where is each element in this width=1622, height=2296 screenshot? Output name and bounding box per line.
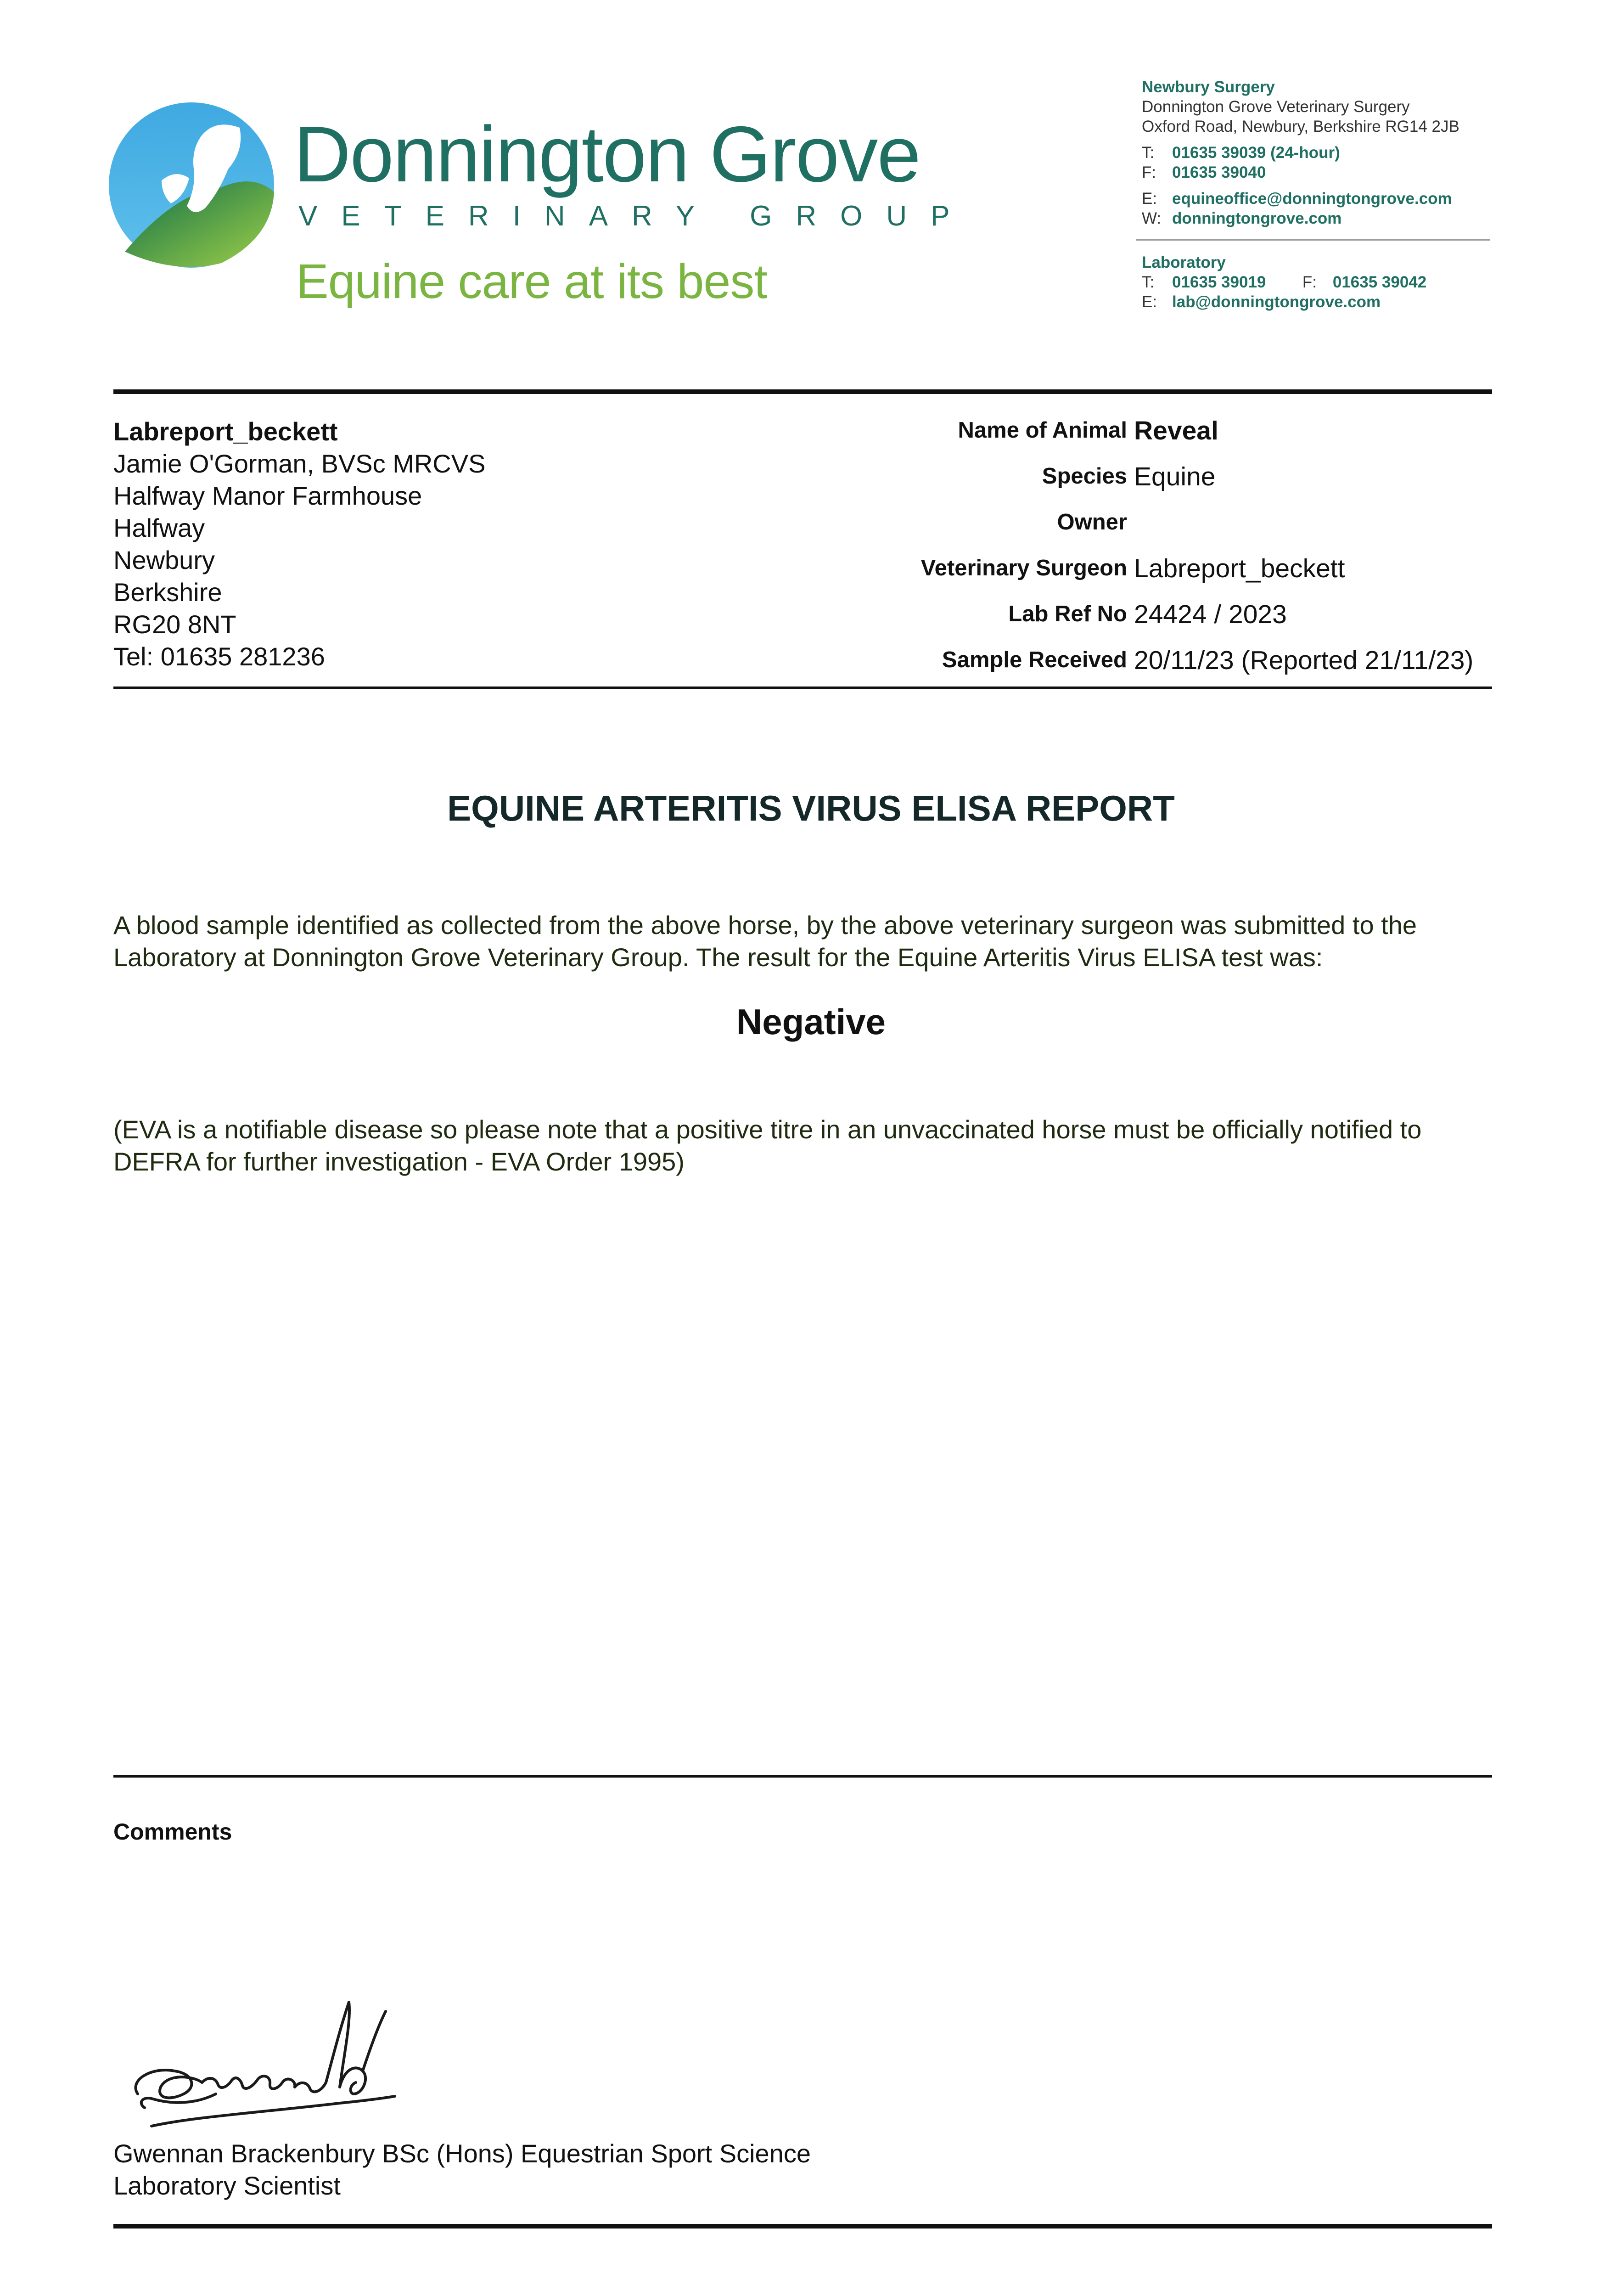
address-line: Halfway Manor Farmhouse [113,481,422,510]
address-line: Tel: 01635 281236 [113,642,325,671]
detail-row-species [780,461,1492,507]
comments-rule [113,1775,1492,1778]
detail-label: Veterinary Surgeon [920,556,1127,580]
detail-label: Owner [1057,510,1127,535]
recipient-address [113,416,485,673]
surgery-tel-label: T: [1142,144,1155,162]
detail-value: Reveal [1134,416,1218,445]
detail-label: Species [1042,464,1127,489]
brand-name: Donnington Grove [294,110,920,198]
footer-rule [113,2224,1492,2228]
details-rule [113,687,1492,689]
detail-value: 20/11/23 (Reported 21/11/23) [1134,646,1474,675]
surgery-email-link[interactable]: equineoffice@donningtongrove.com [1172,190,1452,208]
signature-icon [124,1988,399,2144]
surgery-contact-block [1142,77,1459,228]
surgery-address-line1: Donnington Grove Veterinary Surgery [1142,98,1410,116]
surgery-web-label: W: [1142,209,1162,227]
report-intro: A blood sample identified as collected from the above horse, by the above veterinary surgeon was submitted to the Laboratory at Donnington Grove Veterinary Group. The result for the Equine Arteritis Virus ELISA test was: [113,911,1417,972]
animal-details [780,416,1492,691]
brand-subtitle: VETERINARY GROUP [298,200,974,232]
signatory-title: Laboratory Scientist [113,2171,341,2200]
detail-row-sample-received [780,645,1492,691]
comments-label: Comments [113,1819,232,1845]
surgery-fax-label: F: [1142,163,1156,181]
signatory-name: Gwennan Brackenbury BSc (Hons) Equestrian Sport Science [113,2139,811,2168]
contact-divider [1136,239,1490,241]
lab-fax: 01635 39042 [1332,273,1427,291]
report-title: EQUINE ARTERITIS VIRUS ELISA REPORT [447,788,1175,828]
detail-label: Sample Received [942,647,1127,672]
detail-value: Labreport_beckett [1134,554,1345,583]
report-note: (EVA is a notifiable disease so please note that a positive titre in an unvaccinated horse must be officially notified to DEFRA for further investigation - EVA Order 1995) [113,1115,1422,1176]
address-line: Labreport_beckett [113,417,338,446]
address-line: Halfway [113,513,205,542]
surgery-fax: 01635 39040 [1172,163,1266,181]
lab-tel[interactable]: 01635 39019 [1172,273,1266,291]
lab-fax-label: F: [1302,273,1317,291]
address-line: RG20 8NT [113,610,236,639]
lab-email-label: E: [1142,293,1157,311]
surgery-email-label: E: [1142,190,1157,208]
signatory [113,2138,811,2202]
surgery-heading: Newbury Surgery [1142,78,1275,96]
lab-email-link[interactable]: lab@donningtongrove.com [1172,293,1381,311]
address-line: Newbury [113,546,215,574]
header-rule [113,389,1492,394]
detail-label: Lab Ref No [1008,602,1127,626]
detail-row-owner [780,507,1492,553]
surgery-address-line2: Oxford Road, Newbury, Berkshire RG14 2JB [1142,118,1459,135]
detail-row-lab-ref-no [780,599,1492,645]
address-line: Jamie O'Gorman, BVSc MRCVS [113,449,486,478]
test-result: Negative [736,1002,886,1042]
detail-label: Name of Animal [958,418,1127,443]
brand-tagline: Equine care at its best [296,254,767,309]
detail-row-veterinary-surgeon [780,553,1492,599]
lab-tel-label: T: [1142,273,1155,291]
detail-value: Equine [1134,462,1216,491]
donnington-grove-logo-icon [107,100,276,270]
surgery-tel[interactable]: 01635 39039 (24-hour) [1172,144,1340,162]
detail-value: 24424 / 2023 [1134,600,1287,629]
detail-row-name-of-animal [780,416,1492,461]
address-line: Berkshire [113,578,222,607]
laboratory-contact-block [1142,253,1426,312]
laboratory-heading: Laboratory [1142,253,1226,271]
surgery-website-link[interactable]: donningtongrove.com [1172,209,1342,227]
